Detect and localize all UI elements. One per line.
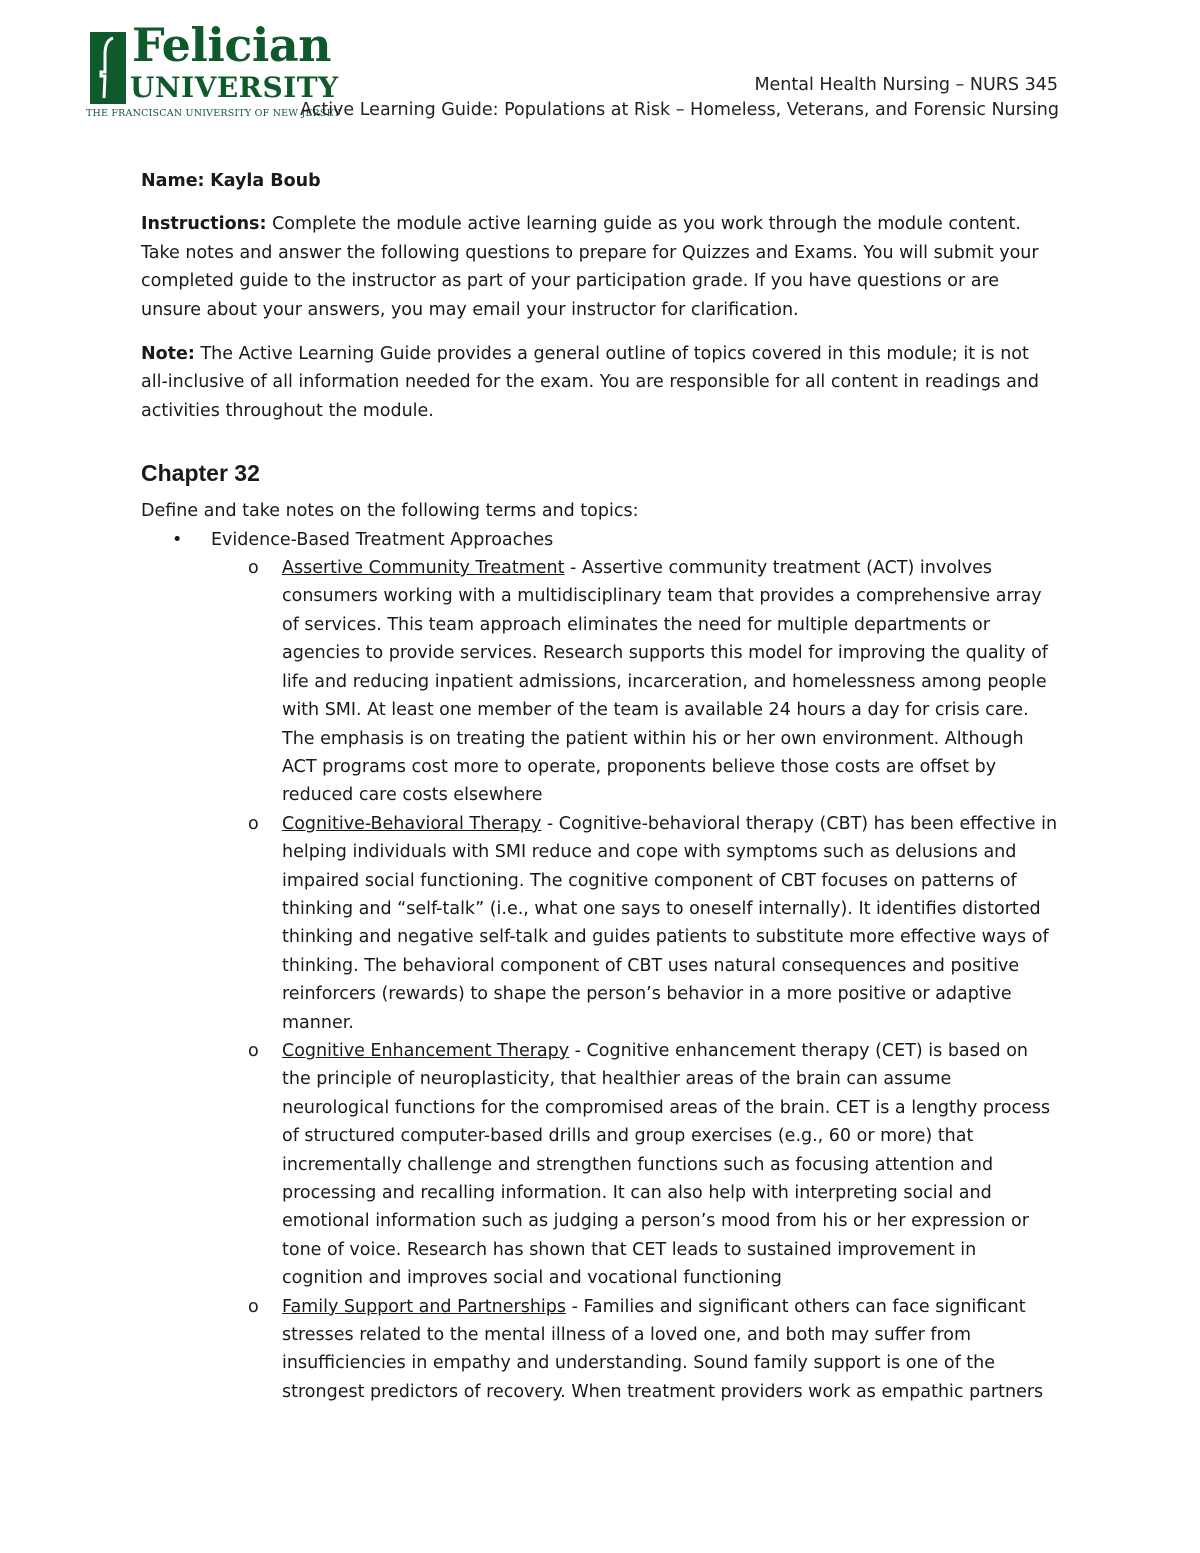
note-paragraph xyxy=(141,340,1061,425)
term-cet: Cognitive Enhancement Therapy xyxy=(282,1040,570,1061)
note-text: The Active Learning Guide provides a general outline of topics covered in this module; it is not all-inclusive of all information needed for the exam. You are responsible for all content in readings and activities throughout the module. xyxy=(141,344,1040,421)
note-label: Note: xyxy=(141,344,195,365)
subtopic-list xyxy=(141,554,1061,1406)
subtopic-item xyxy=(141,1037,1061,1293)
term-act-definition: - Assertive community treatment (ACT) involves consumers working with a multidisciplinary team that provides a comprehensive array of services. This team approach eliminates the need for multiple departments or agencies to provide services. Research supports this model for improving the quality of life and reducing inpatient admissions, incarceration, and homelessness among people with SMI. At least one member of the team is available 24 hours a day for crisis care. The emphasis is on treating the patient within his or her own environment. Although ACT programs cost more to operate, proponents believe those costs are offset by reduced care costs elsewhere xyxy=(282,558,1048,806)
circle-bullet-icon: o xyxy=(248,558,259,579)
subtopic-paragraph xyxy=(282,810,1061,1037)
instructions-text: Complete the module active learning guide as you work through the module content. Take notes and answer the following questions to prepare for Quizzes and Exams. You will submit your completed guide to the instructor as part of your participation grade. If you have questions or are unsure about your answers, you may email your instructor for clarification. xyxy=(141,214,1039,320)
instructions-paragraph xyxy=(141,210,1061,324)
circle-bullet-icon: o xyxy=(248,813,259,834)
term-family-support-definition: - Families and significant others can face significant stresses related to the mental illness of a loved one, and both may suffer from insufficiencies in empathy and understanding. Sound family support is one of the strongest predictors of recovery. When treatment providers work as empathic partners xyxy=(282,1296,1044,1402)
document-body xyxy=(141,163,1061,1406)
topic-label: Evidence-Based Treatment Approaches xyxy=(211,529,554,550)
bullet-icon: • xyxy=(172,529,183,550)
topic-item xyxy=(141,526,1061,1407)
subtopic-paragraph xyxy=(282,1037,1061,1293)
name-value: Kayla Boub xyxy=(210,171,321,191)
term-act: Assertive Community Treatment xyxy=(282,558,565,579)
student-name-line xyxy=(141,167,1061,195)
subtopic-item xyxy=(141,810,1061,1037)
circle-bullet-icon: o xyxy=(248,1040,259,1061)
subtopic-item xyxy=(141,1293,1061,1407)
circle-bullet-icon: o xyxy=(248,1296,259,1317)
subtopic-paragraph xyxy=(282,1293,1061,1407)
felician-f-mark-icon xyxy=(90,32,126,104)
term-family-support: Family Support and Partnerships xyxy=(282,1296,566,1317)
instructions-label: Instructions: xyxy=(141,214,267,235)
logo-tagline: THE FRANCISCAN UNIVERSITY OF NEW JERSEY xyxy=(86,108,341,119)
subtopic-item xyxy=(141,554,1061,810)
chapter-heading: Chapter 32 xyxy=(141,460,260,487)
guide-title: Active Learning Guide: Populations at Risk – Homeless, Veterans, and Forensic Nursing xyxy=(300,100,1059,120)
name-label: Name: xyxy=(141,171,205,191)
term-cbt: Cognitive-Behavioral Therapy xyxy=(282,813,542,834)
logo-felician-text: Felician xyxy=(132,18,332,72)
course-title: Mental Health Nursing – NURS 345 xyxy=(754,75,1058,95)
topic-list xyxy=(141,526,1061,1407)
term-cbt-definition: - Cognitive-behavioral therapy (CBT) has been effective in helping individuals with SMI reduce and cope with symptoms such as delusions and impaired social functioning. The cognitive component of CBT focuses on patterns of thinking and “self-talk” (i.e., what one says to oneself internally). It identifies distorted thinking and negative self-talk and guides patients to substitute more effective ways of thinking. The behavioral component of CBT uses natural consequences and positive reinforcers (rewards) to shape the person’s behavior in a more positive or adaptive manner. xyxy=(282,813,1058,1033)
logo-university-text: UNIVERSITY xyxy=(130,71,339,104)
term-cet-definition: - Cognitive enhancement therapy (CET) is based on the principle of neuroplasticity, that healthier areas of the brain can assume neurological functions for the compromised areas of the brain. CET is a lengthy process of structured computer-based drills and group exercises (e.g., 60 or more) that incrementally challenge and strengthen functions such as focusing attention and processing and recalling information. It can also help with interpreting social and emotional information such as judging a person’s mood from his or her expression or tone of voice. Research has shown that CET leads to sustained improvement in cognition and improves social and vocational functioning xyxy=(282,1040,1051,1289)
chapter-intro: Define and take notes on the following terms and topics: xyxy=(141,501,639,522)
subtopic-paragraph xyxy=(282,554,1061,810)
